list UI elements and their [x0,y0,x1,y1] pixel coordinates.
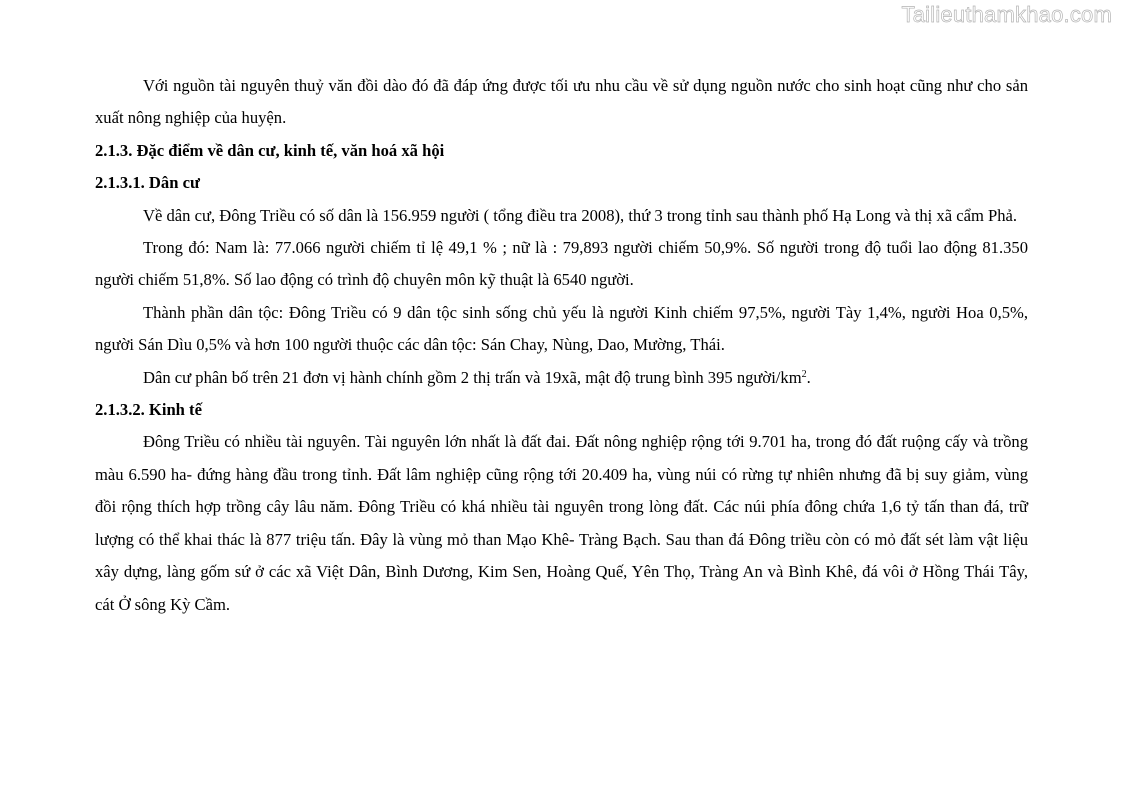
document-body [95,70,1028,621]
paragraph-population-size: Về dân cư, Đông Triều có số dân là 156.959 người ( tổng điều tra 2008), thứ 3 trong tỉnh sau thành phố Hạ Long và thị xã cẩm Phả. [143,205,1018,225]
paragraph-ethnic-groups: Thành phần dân tộc: Đông Triều có 9 dân tộc sinh sống chủ yếu là người Kinh chiếm 97,5%, người Tày 1,4%, người Hoa 0,5%, người Sán Dìu 0,5% và hơn 100 người thuộc các dân tộc: Sán Chay, Nùng, Dao, Mường, Thái. [95,302,1028,355]
subsection-heading-population: 2.1.3.1. Dân cư [95,173,200,193]
paragraph-hydrology: Với nguồn tài nguyên thuỷ văn đồi dào đó đã đáp ứng được tối ưu nhu cầu về sử dụng nguồn nước cho sinh hoạt cũng như cho sản xuất nông nghiệp của huyện. [95,76,1028,128]
section-heading-population-economy-culture: 2.1.3. Đặc điểm về dân cư, kinh tế, văn hoá xã hội [95,140,445,160]
paragraph-density [95,362,1028,394]
subsection-heading-economy: 2.1.3.2. Kinh tế [95,400,202,420]
paragraph-resources: Đông Triều có nhiều tài nguyên. Tài nguyên lớn nhất là đất đai. Đất nông nghiệp rộng tới 9.701 ha, trong đó đất ruộng cấy và trồng màu 6.590 ha- đứng hàng đầu trong tỉnh. Đất lâm nghiệp cũng rộng tới 20.409 ha, vùng núi có rừng tự nhiên nhưng đã bị suy giảm, vùng đồi rộng thích hợp trồng cây lâu năm. Đông Triều có khá nhiều tài nguyên trong lòng đất. Các núi phía đông chứa 1,6 tỷ tấn than đá, trữ lượng có thể khai thác là 877 triệu tấn. Đây là vùng mỏ than Mạo Khê- Tràng Bạch. Sau than đá Đông triều còn có mỏ đất sét làm vật liệu xây dựng, làng gốm sứ ở các xã Việt Dân, Bình Dương, Kim Sen, Hoàng Quế, Yên Thọ, Tràng An và Bình Khê, đá vôi ở Hồng Thái Tây, cát Ở sông Kỳ Cầm. [95,432,1028,614]
density-text: Dân cư phân bố trên 21 đơn vị hành chính gồm 2 thị trấn và 19xã, mật độ trung bình 395 người/km [143,367,802,387]
paragraph-gender-labor: Trong đó: Nam là: 77.066 người chiếm tỉ lệ 49,1 % ; nữ là : 79,893 người chiếm 50,9%. Số người trong độ tuổi lao động 81.350 người chiếm 51,8%. Số lao động có trình độ chuyên môn kỹ thuật là 6540 người. [95,238,1028,290]
watermark: Tailieuthamkhao.com [901,2,1112,27]
density-end: . [806,367,811,387]
density-superscript: 2 [801,368,807,380]
